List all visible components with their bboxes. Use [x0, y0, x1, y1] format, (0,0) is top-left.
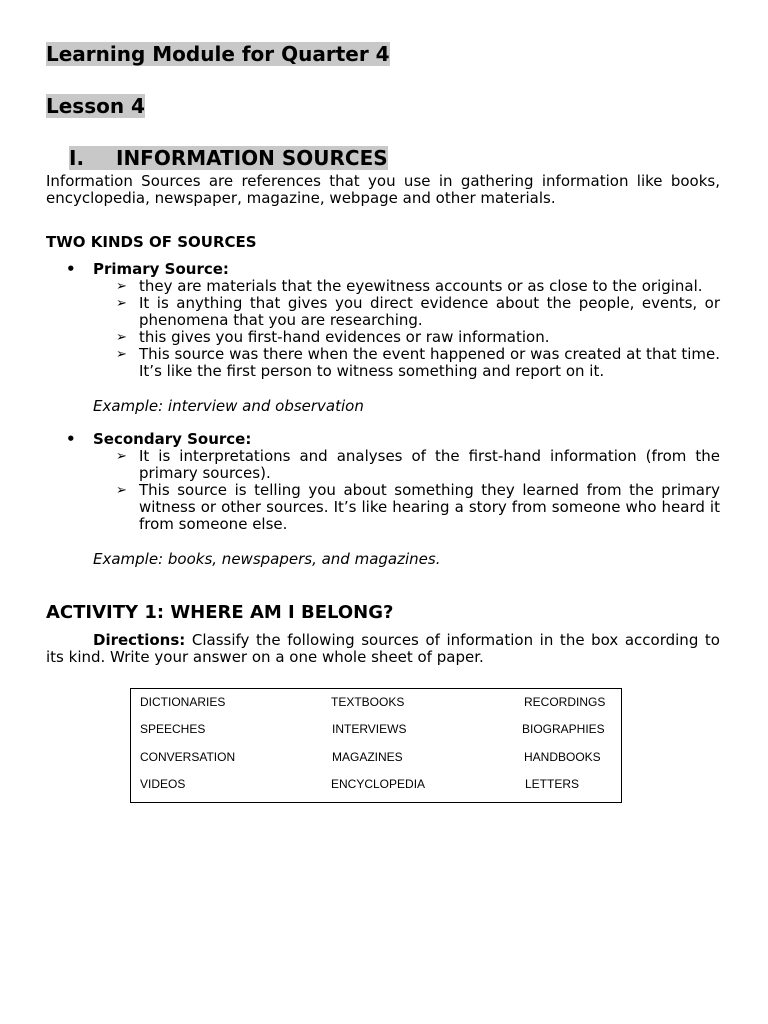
arrow-bullet-icon: ➢ [116, 483, 127, 498]
primary-source-list [116, 278, 720, 380]
list-item: ➢ This source was there when the event happened or was created at that time. It’s like the first person to witness something and report on it. [116, 345, 720, 380]
secondary-source-heading: • Secondary Source: [66, 430, 252, 448]
box-item: SPEECHES [140, 722, 206, 736]
activity-title: ACTIVITY 1: WHERE AM I BELONG? [46, 602, 394, 623]
box-item: BIOGRAPHIES [522, 722, 605, 736]
section-number: I. [69, 146, 85, 170]
section-heading [69, 146, 388, 170]
box-item: CONVERSATION [140, 750, 236, 764]
bullet-icon: • [66, 430, 76, 448]
directions-text: Classify the following sources of information in the box according to its kind. Write your answer on a one whole sheet of paper. [46, 631, 720, 666]
secondary-example: Example: books, newspapers, and magazines. [93, 550, 441, 568]
bullet-icon: • [66, 260, 76, 278]
directions-label: Directions: [93, 631, 186, 649]
arrow-bullet-icon: ➢ [116, 449, 127, 464]
section-title: INFORMATION SOURCES [116, 146, 388, 170]
list-item: ➢ This source is telling you about something they learned from the primary witness or other sources. It’s like hearing a story from someone who heard it from someone else. [116, 481, 720, 533]
list-item: ➢ It is anything that gives you direct evidence about the people, events, or phenomena that you are researching. [116, 294, 720, 329]
primary-example: Example: interview and observation [93, 397, 364, 415]
arrow-bullet-icon: ➢ [116, 279, 127, 294]
lesson-title: Lesson 4 [46, 94, 145, 118]
arrow-bullet-icon: ➢ [116, 330, 127, 345]
section-intro: Information Sources are references that you use in gathering information like books, encyclopedia, newspaper, magazine, webpage and other materials. [46, 172, 720, 207]
box-item: LETTERS [525, 777, 580, 791]
list-item: ➢ this gives you first-hand evidences or raw information. [116, 328, 550, 346]
box-item: ENCYCLOPEDIA [331, 777, 426, 791]
box-item: INTERVIEWS [332, 722, 407, 736]
secondary-source-list [116, 448, 720, 533]
sources-box [130, 688, 622, 803]
box-item: RECORDINGS [524, 695, 606, 709]
box-item: MAGAZINES [332, 750, 403, 764]
box-item: TEXTBOOKS [331, 695, 405, 709]
primary-source-heading: • Primary Source: [66, 260, 229, 278]
box-item: VIDEOS [140, 777, 186, 791]
list-item: ➢ It is interpretations and analyses of the first-hand information (from the primary sources). [116, 447, 720, 482]
kinds-heading: TWO KINDS OF SOURCES [46, 233, 257, 251]
arrow-bullet-icon: ➢ [116, 296, 127, 311]
activity-directions [46, 632, 720, 666]
box-item: HANDBOOKS [524, 750, 601, 764]
box-item: DICTIONARIES [140, 695, 226, 709]
arrow-bullet-icon: ➢ [116, 347, 127, 362]
module-title: Learning Module for Quarter 4 [46, 42, 390, 66]
list-item: ➢ they are materials that the eyewitness accounts or as close to the original. [116, 277, 703, 295]
